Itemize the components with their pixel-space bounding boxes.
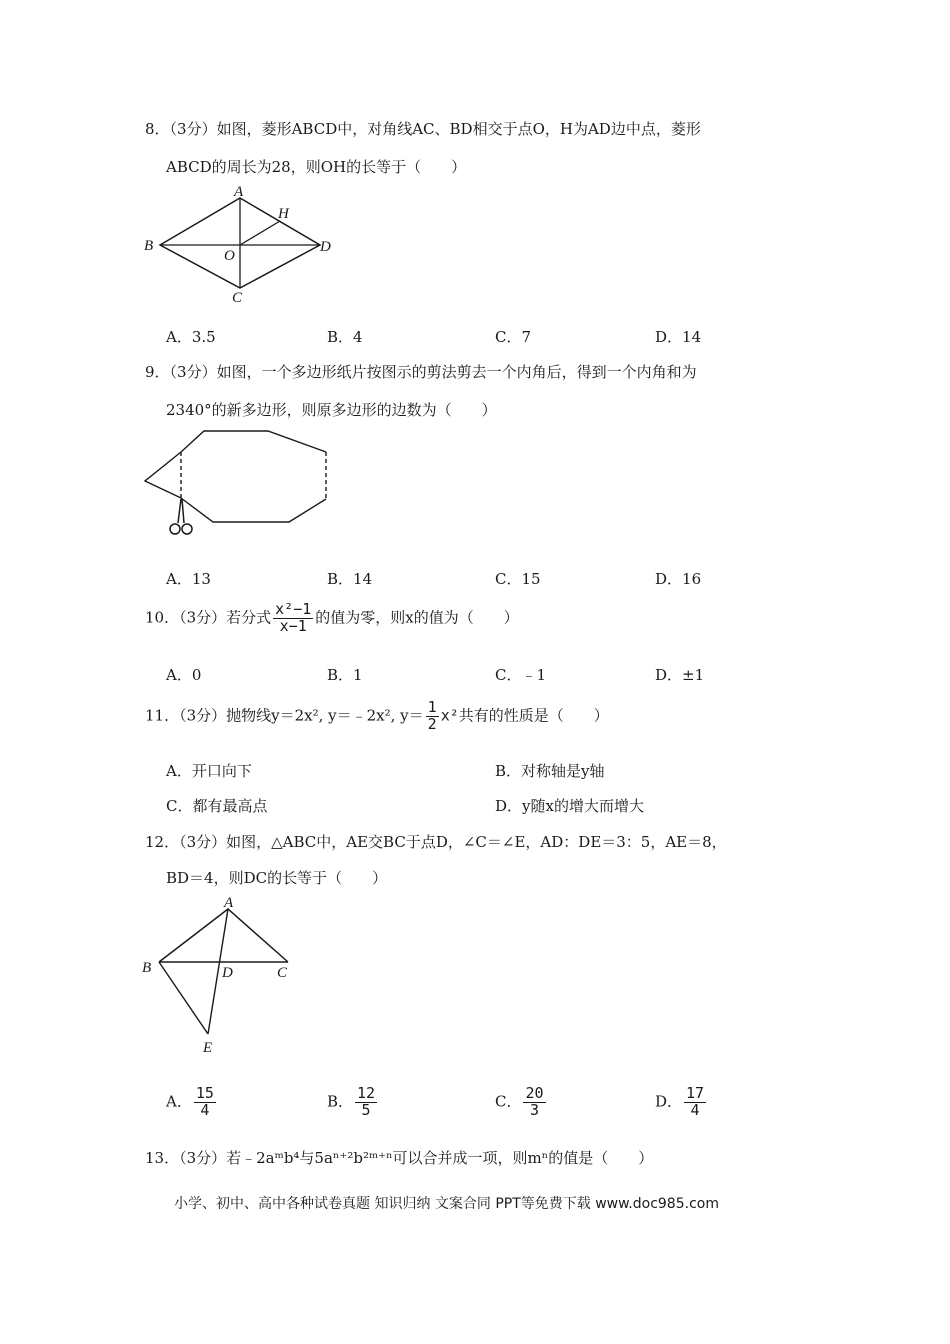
q9-option-a: A．13 [166,570,211,588]
q13-stem: 13．（3分）若﹣2aᵐb⁴与5aⁿ⁺²b²ᵐ⁺ⁿ可以合并成一项，则mⁿ的值是（ ） [145,1149,654,1167]
q11-prefix: 11．（3分）抛物线y＝2x², y＝﹣2x², y＝ [145,706,424,725]
q12-option-a-fraction [194,1086,216,1119]
label-a: A [234,184,244,200]
q11-fraction-denominator: 2 [427,714,437,733]
q12-option-b-label: B． [327,1092,354,1111]
polygon-top-edges [181,431,326,452]
label-e: E [203,1040,213,1056]
q12-option-b-numerator: 12 [357,1084,376,1102]
q11-suffix: 共有的性质是（ ） [458,706,609,725]
q11-fraction-numerator: 1 [427,698,437,716]
q12-line2: BD＝4，则DC的长等于（ ） [166,869,388,887]
q11-after-fraction: x² [440,706,459,725]
segment-oh [240,221,280,245]
q12-option-c [495,1086,548,1119]
q12-triangle-figure [138,893,308,1061]
q11-fraction [426,700,439,733]
q11-option-d: D．y随x的增大而增大 [495,797,644,815]
polygon-bottom-edges [181,498,326,522]
q8-option-b: B．4 [327,328,363,346]
q12-option-d-denominator: 4 [690,1100,700,1119]
q12-option-c-denominator: 3 [530,1100,540,1119]
q10-option-d: D．±1 [655,666,705,684]
label-o: O [224,248,235,264]
label-d: D [320,239,331,255]
q12-option-d-numerator: 17 [686,1084,705,1102]
q10-stem [145,602,519,635]
q11-stem [145,700,609,733]
label-a: A [224,895,234,911]
q12-option-a-denominator: 4 [200,1100,210,1119]
q11-option-a: A．开口向下 [166,762,252,780]
q9-line2: 2340°的新多边形，则原多边形的边数为（ ） [166,401,497,419]
label-c: C [277,965,288,981]
q12-option-c-numerator: 20 [525,1084,544,1102]
label-c: C [232,290,243,305]
q12-option-a [166,1086,218,1119]
q12-option-c-label: C． [495,1092,522,1111]
q8-option-d: D．14 [655,328,702,346]
q12-line1: 12．（3分）如图，△ABC中，AE交BC于点D，∠C＝∠E，AD：DE＝3：5，AE＝8， [145,833,727,851]
q9-option-b: B．14 [327,570,373,588]
q12-option-d-label: D． [655,1092,683,1111]
segment-be [159,962,208,1034]
q8-line1: 8．（3分）如图，菱形ABCD中，对角线AC、BD相交于点O，H为AD边中点，菱形 [145,120,701,138]
q12-option-c-fraction [523,1086,545,1119]
q12-option-b-denominator: 5 [361,1100,371,1119]
q8-option-c: C．7 [495,328,532,346]
q12-option-a-numerator: 15 [195,1084,214,1102]
q10-option-b: B．1 [327,666,363,684]
page-footer: 小学、初中、高中各种试卷真题 知识归纳 文案合同 PPT等免费下载 www.doc985.com [174,1196,719,1212]
q12-option-d [655,1086,708,1119]
q9-polygon-figure [140,425,340,545]
q8-line2: ABCD的周长为28，则OH的长等于（ ） [166,158,467,176]
q9-line1: 9．（3分）如图，一个多边形纸片按图示的剪法剪去一个内角后，得到一个内角和为 [145,363,697,381]
q10-fraction-denominator: x−1 [279,616,307,635]
q10-prefix: 10．（3分）若分式 [145,608,272,627]
cut-corner [145,452,181,498]
q12-option-b [327,1086,379,1119]
q12-option-b-fraction [355,1086,377,1119]
q11-option-b: B．对称轴是y轴 [495,762,605,780]
q11-option-c: C．都有最高点 [166,797,268,815]
q10-option-c: C．﹣1 [495,666,547,684]
label-h: H [278,206,289,222]
q10-suffix: 的值为零，则x的值为（ ） [315,608,519,627]
label-d: D [222,965,233,981]
label-b: B [144,238,154,254]
q10-fraction-numerator: x²−1 [275,600,312,618]
q8-rhombus-figure [138,183,338,305]
q10-option-a: A．0 [166,666,202,684]
q8-option-a: A．3.5 [166,328,216,346]
q9-option-c: C．15 [495,570,541,588]
q12-option-a-label: A． [166,1092,192,1111]
q10-fraction [273,602,313,635]
q9-option-d: D．16 [655,570,702,588]
q12-option-d-fraction [684,1086,706,1119]
label-b: B [142,960,152,976]
